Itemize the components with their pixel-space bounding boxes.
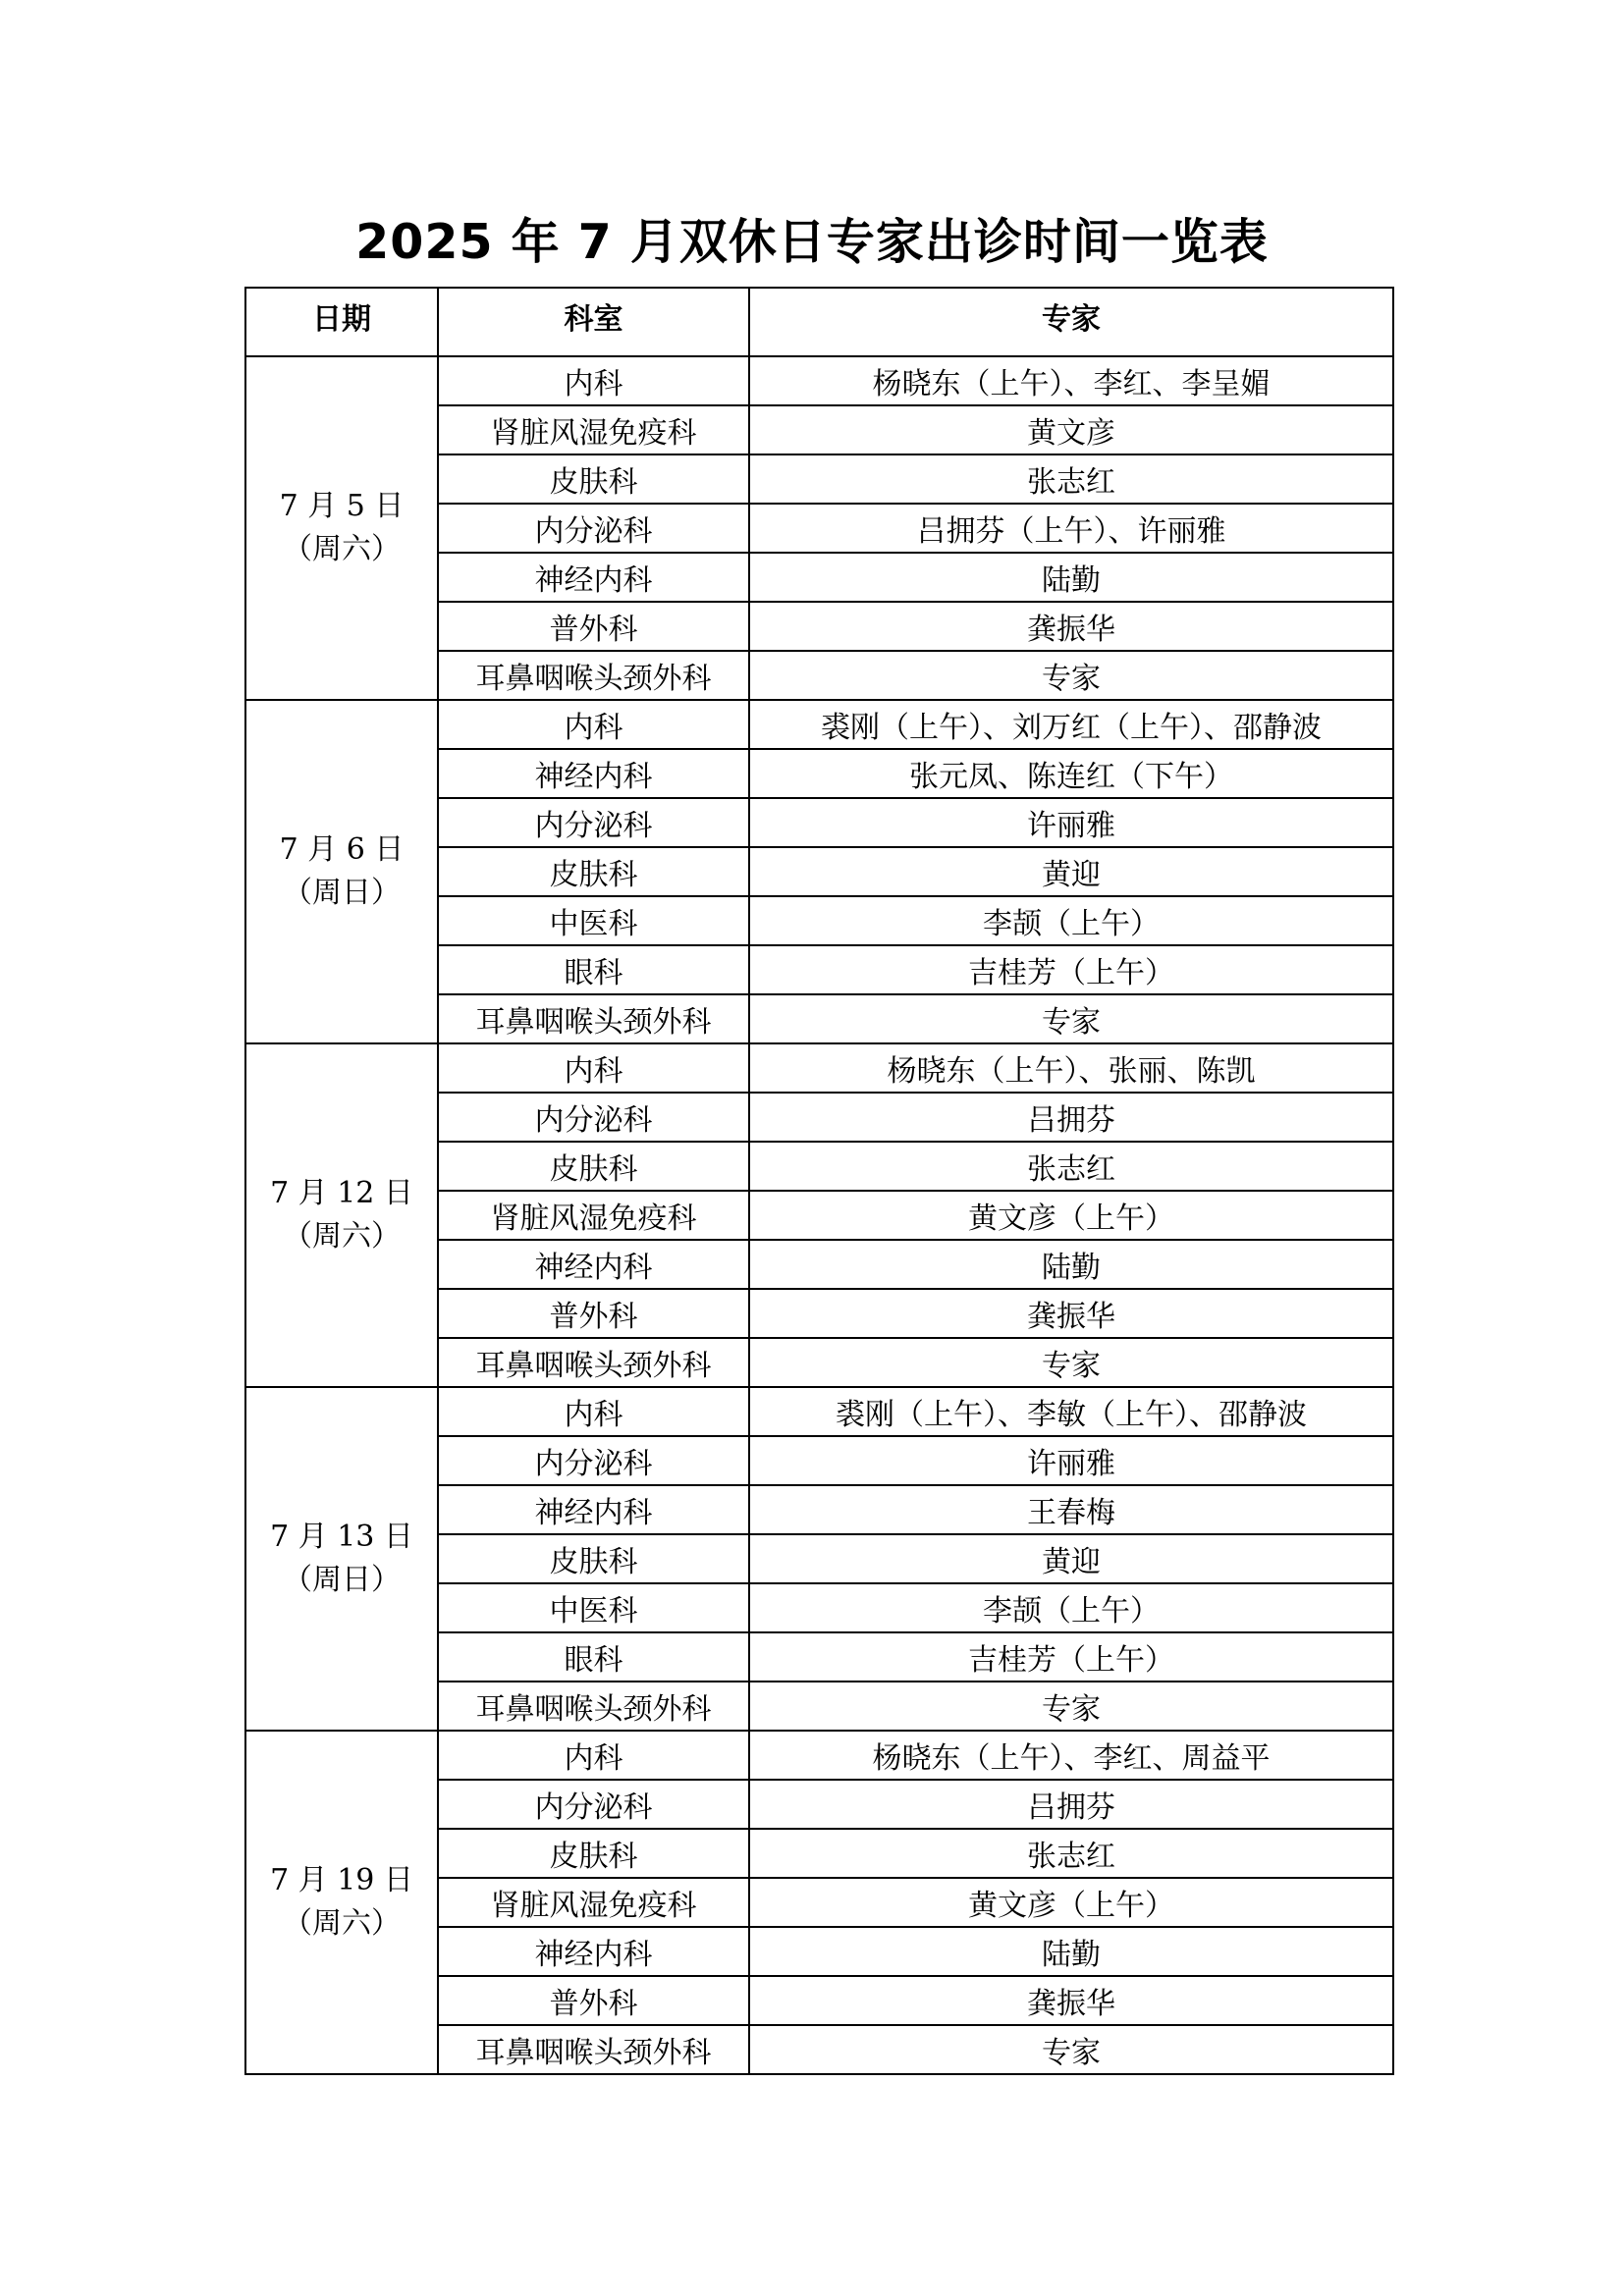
- expert-cell: 张志红: [749, 1142, 1393, 1191]
- date-label: 7 月 5 日: [279, 489, 405, 523]
- department-cell: 肾脏风湿免疫科: [438, 405, 749, 454]
- expert-cell: 杨晓东（上午）、李红、李呈媚: [749, 356, 1393, 405]
- department-cell: 皮肤科: [438, 1534, 749, 1583]
- weekday-label: （周六）: [283, 1906, 401, 1941]
- header-date: 日期: [245, 288, 438, 356]
- expert-cell: 专家: [749, 1338, 1393, 1387]
- expert-cell: 张元凤、陈连红（下午）: [749, 749, 1393, 798]
- table-row: [245, 700, 1393, 749]
- expert-cell: 黄文彦: [749, 405, 1393, 454]
- department-cell: 耳鼻咽喉头颈外科: [438, 651, 749, 700]
- expert-cell: 黄迎: [749, 847, 1393, 896]
- expert-cell: 专家: [749, 1682, 1393, 1731]
- department-cell: 皮肤科: [438, 1142, 749, 1191]
- expert-cell: 张志红: [749, 454, 1393, 504]
- expert-cell: 黄迎: [749, 1534, 1393, 1583]
- department-cell: 普外科: [438, 602, 749, 651]
- expert-cell: 陆勤: [749, 553, 1393, 602]
- department-cell: 皮肤科: [438, 1829, 749, 1878]
- expert-cell: 吉桂芳（上午）: [749, 945, 1393, 994]
- weekday-label: （周六）: [283, 532, 401, 566]
- department-cell: 耳鼻咽喉头颈外科: [438, 2025, 749, 2074]
- header-department: 科室: [438, 288, 749, 356]
- expert-cell: 龚振华: [749, 1976, 1393, 2025]
- expert-cell: 吕拥芬: [749, 1780, 1393, 1829]
- table-header-row: [245, 288, 1393, 356]
- table-row: [245, 1731, 1393, 1780]
- expert-cell: 吕拥芬（上午）、许丽雅: [749, 504, 1393, 553]
- date-label: 7 月 6 日: [279, 832, 405, 867]
- table-row: [245, 1043, 1393, 1093]
- expert-cell: 裘刚（上午）、李敏（上午）、邵静波: [749, 1387, 1393, 1436]
- department-cell: 神经内科: [438, 1240, 749, 1289]
- page-title: 2025 年 7 月双休日专家出诊时间一览表: [355, 214, 1269, 270]
- expert-cell: 许丽雅: [749, 1436, 1393, 1485]
- expert-cell: 陆勤: [749, 1927, 1393, 1976]
- header-expert: 专家: [749, 288, 1393, 356]
- expert-cell: 李颉（上午）: [749, 1583, 1393, 1632]
- department-cell: 普外科: [438, 1289, 749, 1338]
- department-cell: 内科: [438, 356, 749, 405]
- department-cell: 肾脏风湿免疫科: [438, 1191, 749, 1240]
- department-cell: 耳鼻咽喉头颈外科: [438, 1682, 749, 1731]
- department-cell: 内科: [438, 700, 749, 749]
- department-cell: 眼科: [438, 945, 749, 994]
- department-cell: 内科: [438, 1043, 749, 1093]
- expert-cell: 龚振华: [749, 602, 1393, 651]
- schedule-table: [244, 287, 1394, 2075]
- department-cell: 内分泌科: [438, 1780, 749, 1829]
- date-cell: [245, 700, 438, 1043]
- department-cell: 神经内科: [438, 1927, 749, 1976]
- date-cell: [245, 1731, 438, 2074]
- department-cell: 神经内科: [438, 749, 749, 798]
- expert-cell: 吉桂芳（上午）: [749, 1632, 1393, 1682]
- expert-cell: 李颉（上午）: [749, 896, 1393, 945]
- date-cell: [245, 1043, 438, 1387]
- date-label: 7 月 13 日: [270, 1520, 413, 1554]
- date-label: 7 月 12 日: [270, 1176, 413, 1210]
- department-cell: 耳鼻咽喉头颈外科: [438, 994, 749, 1043]
- expert-cell: 黄文彦（上午）: [749, 1878, 1393, 1927]
- department-cell: 神经内科: [438, 1485, 749, 1534]
- weekday-label: （周日）: [283, 876, 401, 910]
- weekday-label: （周六）: [283, 1219, 401, 1254]
- table-row: [245, 356, 1393, 405]
- expert-cell: 专家: [749, 651, 1393, 700]
- expert-cell: 龚振华: [749, 1289, 1393, 1338]
- date-label: 7 月 19 日: [270, 1863, 413, 1897]
- expert-cell: 专家: [749, 994, 1393, 1043]
- expert-cell: 专家: [749, 2025, 1393, 2074]
- department-cell: 皮肤科: [438, 847, 749, 896]
- date-cell: [245, 356, 438, 700]
- expert-cell: 吕拥芬: [749, 1093, 1393, 1142]
- department-cell: 内科: [438, 1387, 749, 1436]
- expert-cell: 裘刚（上午）、刘万红（上午）、邵静波: [749, 700, 1393, 749]
- date-cell: [245, 1387, 438, 1731]
- expert-cell: 张志红: [749, 1829, 1393, 1878]
- department-cell: 内分泌科: [438, 798, 749, 847]
- department-cell: 内分泌科: [438, 504, 749, 553]
- weekday-label: （周日）: [283, 1563, 401, 1597]
- department-cell: 普外科: [438, 1976, 749, 2025]
- department-cell: 中医科: [438, 1583, 749, 1632]
- department-cell: 内科: [438, 1731, 749, 1780]
- department-cell: 内分泌科: [438, 1093, 749, 1142]
- department-cell: 中医科: [438, 896, 749, 945]
- department-cell: 神经内科: [438, 553, 749, 602]
- expert-cell: 黄文彦（上午）: [749, 1191, 1393, 1240]
- department-cell: 内分泌科: [438, 1436, 749, 1485]
- department-cell: 肾脏风湿免疫科: [438, 1878, 749, 1927]
- department-cell: 皮肤科: [438, 454, 749, 504]
- table-row: [245, 1387, 1393, 1436]
- expert-cell: 杨晓东（上午）、张丽、陈凯: [749, 1043, 1393, 1093]
- expert-cell: 许丽雅: [749, 798, 1393, 847]
- expert-cell: 陆勤: [749, 1240, 1393, 1289]
- department-cell: 眼科: [438, 1632, 749, 1682]
- expert-cell: 王春梅: [749, 1485, 1393, 1534]
- expert-cell: 杨晓东（上午）、李红、周益平: [749, 1731, 1393, 1780]
- schedule-body: [245, 356, 1393, 2074]
- department-cell: 耳鼻咽喉头颈外科: [438, 1338, 749, 1387]
